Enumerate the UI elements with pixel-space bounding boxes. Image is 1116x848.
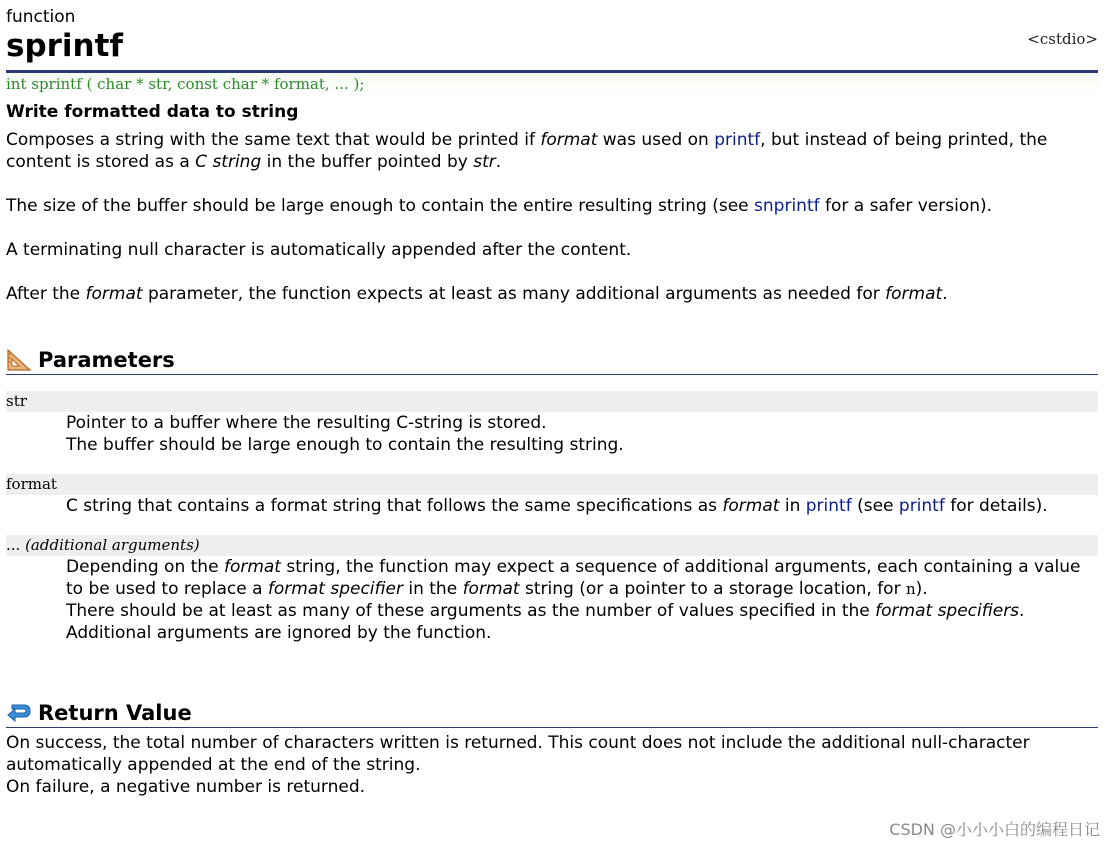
text: (see	[851, 496, 899, 516]
text	[66, 600, 1098, 622]
text-italic: format	[462, 579, 520, 599]
text: Pointer to a buffer where the resulting C-string is stored.	[66, 413, 547, 433]
text: in the buffer pointed by	[261, 152, 474, 172]
printf-link[interactable]: printf	[898, 496, 945, 516]
text: The size of the buffer should be large enough to contain the entire resulting string (see	[6, 196, 755, 216]
text: for details).	[944, 496, 1048, 516]
entity-kind: function	[6, 7, 76, 27]
text	[66, 556, 1098, 600]
return-value-heading-label: Return Value	[38, 701, 192, 725]
description-paragraph-4	[6, 283, 1098, 305]
text-italic: str	[473, 152, 496, 172]
text: C string that contains a format string that follows the same specifications as	[66, 496, 723, 516]
text: Additional arguments are ignored by the function.	[66, 623, 492, 643]
reference-page	[6, 6, 1098, 798]
text: , but instead of being printed, the content is stored as a	[6, 130, 1048, 172]
text-italic: C string	[195, 152, 262, 172]
text: The buffer should be large enough to contain the resulting string.	[66, 435, 624, 455]
text-italic: format	[540, 130, 598, 150]
function-prototype: int sprintf ( char * str, const char * format, ... );	[6, 70, 1098, 95]
text: string (or a pointer to a storage location, for	[519, 579, 906, 599]
text-italic: format	[722, 496, 780, 516]
ruler-triangle-icon	[6, 348, 32, 372]
text: .	[495, 152, 502, 172]
text-italic: format specifier	[267, 579, 403, 599]
printf-link[interactable]: printf	[714, 130, 761, 150]
parameters-heading-label: Parameters	[38, 348, 175, 372]
text: in	[779, 496, 806, 516]
param-name-additional	[6, 535, 1098, 556]
function-summary: Write formatted data to string	[6, 102, 299, 122]
description-paragraph-2	[6, 195, 1098, 217]
header-library-link[interactable]: <cstdio>	[1027, 30, 1098, 48]
text: After the	[6, 284, 86, 304]
param-name-format: format	[6, 474, 1098, 495]
text: .	[1019, 601, 1025, 621]
return-value-paragraph-2: On failure, a negative number is returned.	[6, 777, 366, 797]
text: .	[942, 284, 948, 304]
return-value-paragraph-1: On success, the total number of characters written is returned. This count does not include the additional null-character automatically appended at the end of the string.	[6, 733, 1030, 775]
return-value-heading	[6, 700, 1098, 728]
text-italic: format specifiers	[875, 601, 1020, 621]
param-desc-str	[6, 412, 1098, 456]
text: ).	[915, 579, 928, 599]
watermark: CSDN @小小小白的编程日记	[889, 820, 1100, 839]
text: There should be at least as many of these arguments as the number of values specified in the	[66, 601, 876, 621]
text: was used on	[597, 130, 715, 150]
param-name-str: str	[6, 391, 1098, 412]
parameters-heading	[6, 347, 1098, 375]
return-arrow-icon	[6, 701, 32, 725]
text	[66, 495, 1098, 517]
snprintf-link[interactable]: snprintf	[754, 196, 820, 216]
text-italic: format	[885, 284, 943, 304]
text: for a safer version).	[819, 196, 993, 216]
page-header	[6, 6, 1098, 64]
text: in the	[402, 579, 463, 599]
param-desc-format	[6, 495, 1098, 517]
param-desc-additional	[6, 556, 1098, 644]
text: string, the function may expect a sequence of additional arguments, each containing a value to be used to replace a	[66, 557, 1081, 599]
text: Composes a string with the same text that would be printed if	[6, 130, 541, 150]
text-italic: format	[85, 284, 143, 304]
text-italic: (additional arguments)	[25, 536, 200, 554]
text: parameter, the function expects at least as many additional arguments as needed for	[142, 284, 886, 304]
description-paragraph-3: A terminating null character is automatically appended after the content.	[6, 240, 632, 260]
printf-link[interactable]: printf	[805, 496, 852, 516]
text: Depending on the	[66, 557, 224, 577]
description-paragraph-1	[6, 129, 1098, 173]
text: ...	[6, 536, 26, 554]
text-mono: n	[905, 580, 916, 598]
text-italic: format	[223, 557, 281, 577]
page-title: sprintf	[6, 28, 123, 64]
